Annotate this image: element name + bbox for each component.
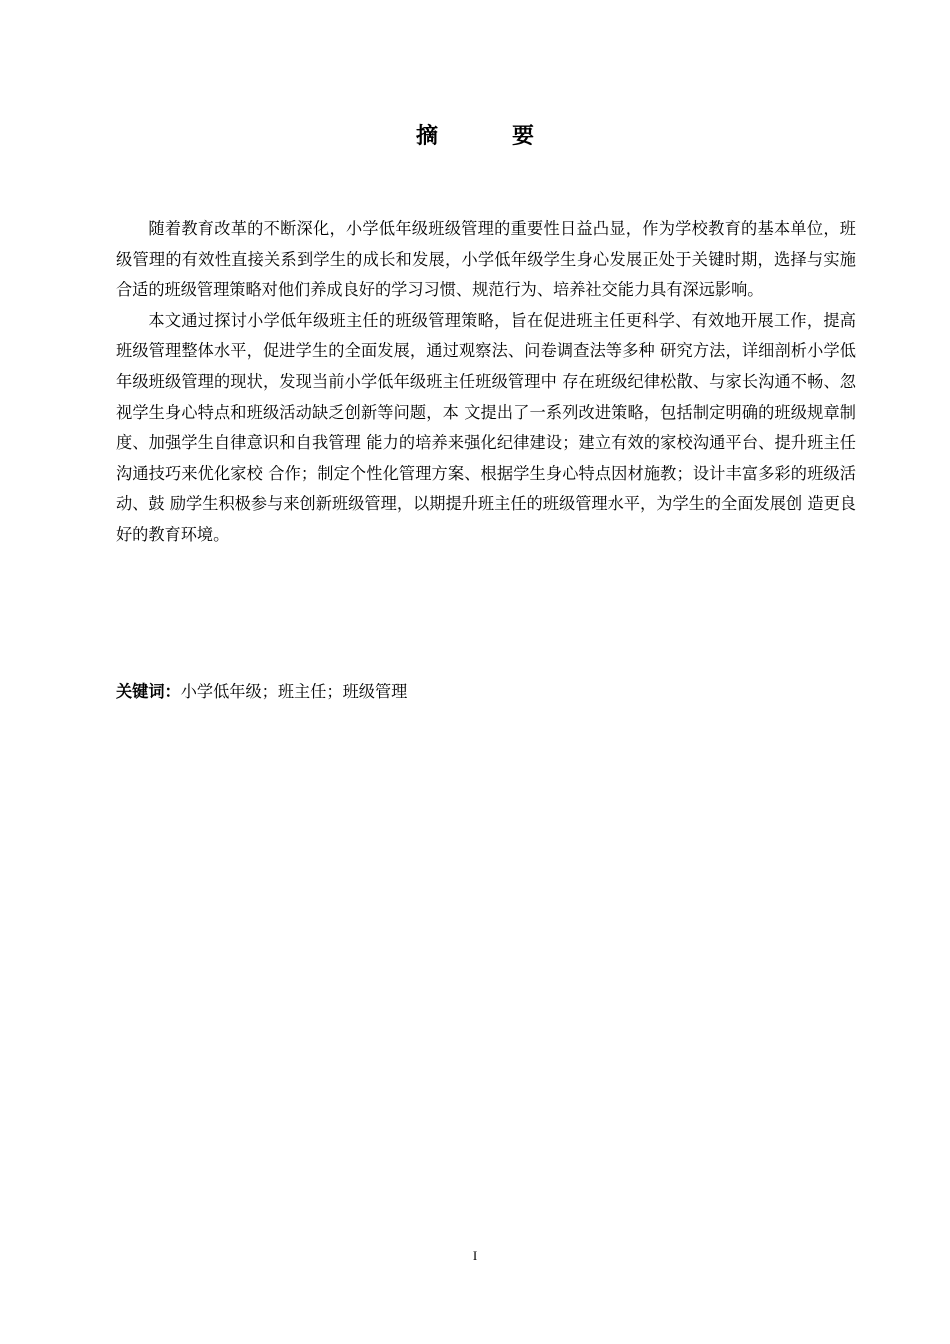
keywords-label: 关键词：: [116, 682, 181, 701]
abstract-body: [116, 214, 856, 551]
keywords-line: [116, 677, 856, 707]
abstract-paragraph-1: 随着教育改革的不断深化，小学低年级班级管理的重要性日益凸显，作为学校教育的基本单位，班级管理的有效性直接关系到学生的成长和发展，小学低年级学生身心发展正处于关键时期，选择与实施合适的班级管理策略对他们养成良好的学习习惯、规范行为、培养社交能力具有深远影响。: [116, 219, 856, 300]
page-number: I: [472, 1248, 478, 1263]
keywords-text: 小学低年级；班主任；班级管理: [180, 682, 408, 701]
abstract-paragraph-2: 本文通过探讨小学低年级班主任的班级管理策略，旨在促进班主任更科学、有效地开展工作，提高班级管理整体水平，促进学生的全面发展，通过观察法、问卷调查法等多种 研究方法，详细剖析小学低年级班级管理的现状，发现当前小学低年级班主任班级管理中 存在班级纪律松散、与家长沟通不畅、忽视学生身心特点和班级活动缺乏创新等问题，本 文提出了一系列改进策略，包括制定明确的班级规章制度、加强学生自律意识和自我管理 能力的培养来强化纪律建设；建立有效的家校沟通平台、提升班主任沟通技巧来优化家校 合作；制定个性化管理方案、根据学生身心特点因材施教；设计丰富多彩的班级活动、鼓 励学生积极参与来创新班级管理，以期提升班主任的班级管理水平，为学生的全面发展创 造更良好的教育环境。: [116, 310, 856, 544]
page-title: 摘 要: [415, 124, 560, 149]
